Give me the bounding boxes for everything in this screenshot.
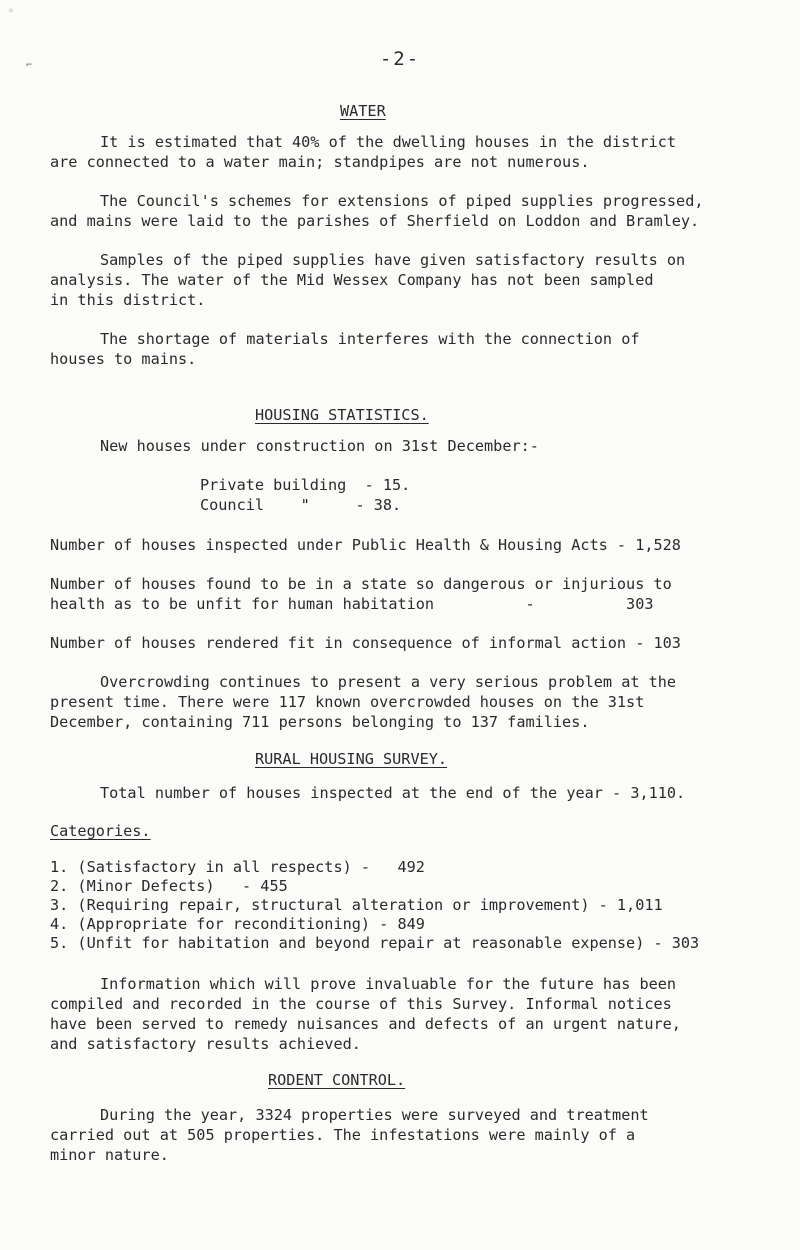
new-houses-line: New houses under construction on 31st December:- <box>100 437 539 455</box>
information-line-1: Information which will prove invaluable for the future has been <box>100 975 677 993</box>
water-paragraph-1-line-2: are connected to a water main; standpipes are not numerous. <box>50 153 590 171</box>
rodent-control-line-3: minor nature. <box>50 1146 169 1164</box>
houses-unfit-line-2: health as to be unfit for human habitation - 303 <box>50 595 654 613</box>
houses-rendered-fit-line: Number of houses rendered fit in consequence of informal action - 103 <box>50 634 681 652</box>
water-paragraph-4-line-2: houses to mains. <box>50 350 197 368</box>
rodent-control-line-2: carried out at 505 properties. The infestations were mainly of a <box>50 1126 636 1144</box>
overcrowding-line-1: Overcrowding continues to present a very serious problem at the <box>100 673 677 691</box>
information-line-3: have been served to remedy nuisances and defects of an urgent nature, <box>50 1015 681 1033</box>
water-paragraph-4-line-1: The shortage of materials interferes with the connection of <box>100 330 640 348</box>
houses-inspected-line: Number of houses inspected under Public Health & Housing Acts - 1,528 <box>50 536 681 554</box>
council-building-line: Council " - 38. <box>200 496 402 514</box>
water-paragraph-2-line-2: and mains were laid to the parishes of Sherfield on Loddon and Bramley. <box>50 212 700 230</box>
scan-mark: ⌐ <box>26 60 33 71</box>
water-paragraph-2-line-1: The Council's schemes for extensions of piped supplies progressed, <box>100 192 704 210</box>
water-paragraph-3-line-3: in this district. <box>50 291 206 309</box>
houses-unfit-line-1: Number of houses found to be in a state so dangerous or injurious to <box>50 575 672 593</box>
rodent-control-heading: RODENT CONTROL. <box>268 1071 406 1089</box>
overcrowding-line-2: present time. There were 117 known overcrowded houses on the 31st <box>50 693 645 711</box>
water-paragraph-1-line-1: It is estimated that 40% of the dwelling houses in the district <box>100 133 677 151</box>
housing-statistics-heading: HOUSING STATISTICS. <box>255 406 429 424</box>
scan-mark: ◦ <box>8 6 15 17</box>
rodent-control-line-1: During the year, 3324 properties were surveyed and treatment <box>100 1106 649 1124</box>
page-number: -2- <box>379 48 421 70</box>
category-item: 3. (Requiring repair, structural alteration or improvement) - 1,011 <box>50 896 663 914</box>
category-item: 4. (Appropriate for reconditioning) - 849 <box>50 915 425 933</box>
overcrowding-line-3: December, containing 711 persons belonging to 137 families. <box>50 713 590 731</box>
water-paragraph-3-line-2: analysis. The water of the Mid Wessex Company has not been sampled <box>50 271 654 289</box>
category-item: 5. (Unfit for habitation and beyond repair at reasonable expense) - 303 <box>50 934 700 952</box>
category-item: 2. (Minor Defects) - 455 <box>50 877 288 895</box>
information-line-2: compiled and recorded in the course of this Survey. Informal notices <box>50 995 672 1013</box>
water-heading: WATER <box>340 102 386 120</box>
category-item: 1. (Satisfactory in all respects) - 492 <box>50 858 425 876</box>
categories-heading: Categories. <box>50 822 151 840</box>
private-building-line: Private building - 15. <box>200 476 411 494</box>
total-inspected-line: Total number of houses inspected at the end of the year - 3,110. <box>100 784 686 802</box>
rural-housing-survey-heading: RURAL HOUSING SURVEY. <box>255 750 448 768</box>
water-paragraph-3-line-1: Samples of the piped supplies have given satisfactory results on <box>100 251 686 269</box>
information-line-4: and satisfactory results achieved. <box>50 1035 361 1053</box>
